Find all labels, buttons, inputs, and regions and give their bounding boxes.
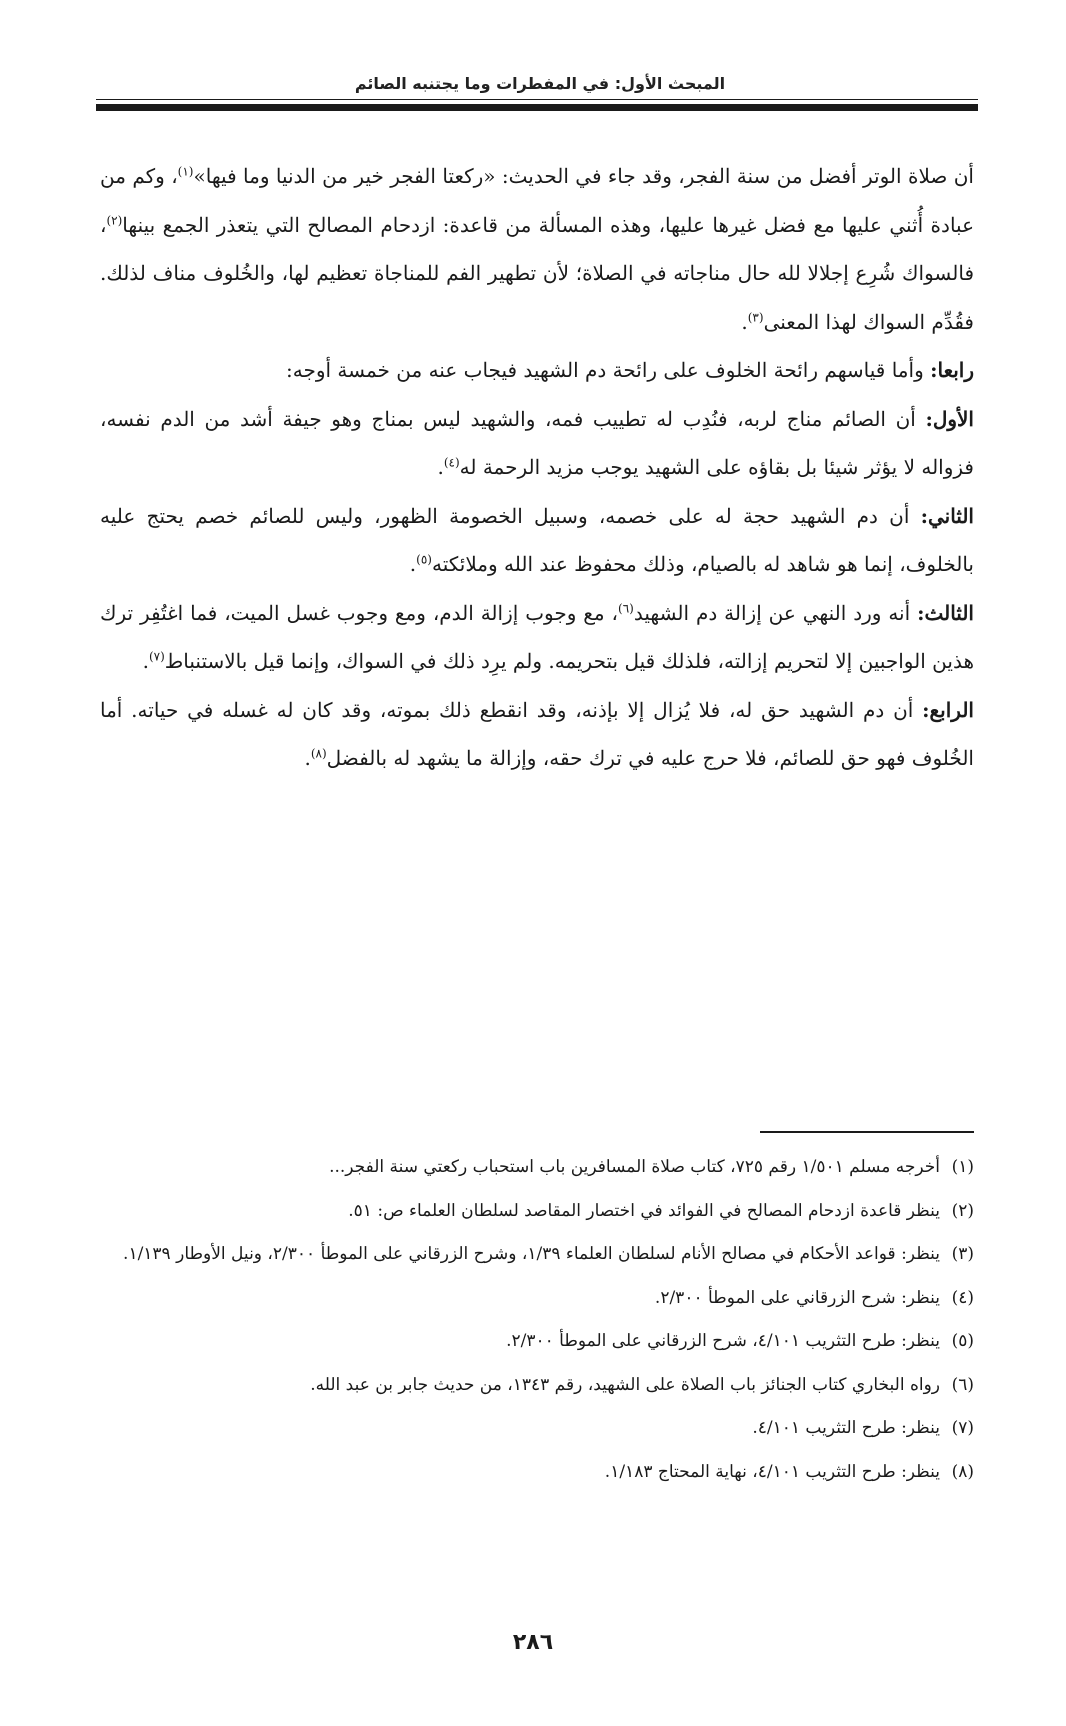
footnote-ref[interactable]: (٥) [416,552,432,567]
page-number: ٢٨٦ [512,1630,554,1655]
footnote-ref[interactable]: (٤) [443,455,460,470]
footnote-item: (٥) ينظر: طرح التثريب ٤/١٠١، شرح الزرقاني على الموطأ ٢/٣٠٠. [100,1320,974,1364]
footnote-ref[interactable]: (٦) [618,600,634,615]
footnote-item: (١) أخرجه مسلم ١/٥٠١ رقم ٧٢٥، كتاب صلاة المسافرين باب استحباب ركعتي سنة الفجر... [100,1146,974,1190]
paragraph-fourth-aspect: الرابع: أن دم الشهيد حق له، فلا يُزال إلا بإذنه، وقد انقطع ذلك بموته، وقد كان له غسله في حياته. أما الخُلوف فهو حق للصائم، فلا حرج عليه في ترك حقه، وإزالة ما يشهد له بالفضل$^{(٨)}$. [100,697,974,770]
footnote-item: (٢) ينظر قاعدة ازدحام المصالح في الفوائد في اختصار المقاصد لسلطان العلماء ص: ٥١. [100,1190,974,1234]
header-rule-thin [96,99,978,100]
paragraph-rabian: رابعا: وأما قياسهم رائحة الخلوف على رائحة دم الشهيد فيجاب عنه من خمسة أوجه: [286,358,974,382]
footnote-item: (٦) رواه البخاري كتاب الجنائز باب الصلاة على الشهيد، رقم ١٣٤٣، من حديث جابر بن عبد الله. [100,1364,974,1408]
footnote-number: (١) [951,1157,974,1177]
footnote-number: (٢) [951,1200,974,1221]
footnote-number: (٣) [951,1244,974,1264]
footnotes [100,1146,974,1494]
footnote-ref[interactable]: (١) [177,164,194,179]
footnote-item: (٨) ينظر: طرح التثريب ٤/١٠١، نهاية المحتاج ١/١٨٣. [100,1451,974,1495]
main-text [100,152,974,783]
footnote-number: (٧) [951,1418,974,1438]
running-header: المبحث الأول: في المفطرات وما يجتنبه الصائم [354,74,726,93]
footnote-item: (٣) ينظر: قواعد الأحكام في مصالح الأنام لسلطان العلماء ١/٣٩، وشرح الزرقاني على الموطأ ٢/٣٠٠، ونيل الأوطار ١/١٣٩. [100,1233,974,1277]
paragraph-second-aspect: الثاني: أن دم الشهيد حجة له على خصمه، وسبيل الخصومة الظهور، وليس للصائم خصم يحتج عليه بالخلوف، إنما هو شاهد له بالصيام، وذلك محفوظ عند الله وملائكته$^{(٥)}$. [100,503,974,576]
footnote-number: (٨) [951,1461,974,1482]
footnote-ref[interactable]: (٣) [747,309,764,324]
footnote-item: (٧) ينظر: طرح التثريب ٤/١٠١. [100,1407,974,1451]
footnote-ref[interactable]: (٧) [148,649,165,664]
footnote-number: (٥) [951,1331,974,1351]
footnote-separator [760,1131,974,1133]
paragraph-1: أن صلاة الوتر أفضل من سنة الفجر، وقد جاء في الحديث: «ركعتا الفجر خير من الدنيا وما فيها»$^{(١)}$، وكم من عبادة أُثني عليها مع فضل غيرها عليها، وهذه المسألة من قاعدة: ازدحام المصالح التي يتعذر الجمع بينها$^{(٢)}$، فالسواك شُرِع إجلالا لله حال مناجاته في الصلاة؛ لأن تطهير الفم للمناجاة تعظيم لها، والخُلوف مناف لذلك. فقُدِّم السواك لهذا المعنى$^{(٣)}$. [100,164,974,334]
footnote-ref[interactable]: (٢) [106,212,123,227]
section-term: الرابع: [922,697,974,722]
footnote-item: (٤) ينظر: شرح الزرقاني على الموطأ ٢/٣٠٠. [100,1277,974,1321]
section-term: الثاني: [920,503,974,528]
section-term: الثالث: [917,600,974,625]
header-rule-thick [96,104,978,111]
footnote-number: (٤) [951,1287,974,1308]
paragraph-first-aspect: الأول: أن الصائم مناج لربه، فنُدِب له تطييب فمه، والشهيد ليس بمناج وهو جيفة أشد من الدم نفسه، فزواله لا يؤثر شيئا بل بقاؤه على الشهيد يوجب مزيد الرحمة له$^{(٤)}$. [100,406,974,479]
paragraph-third-aspect: الثالث: أنه ورد النهي عن إزالة دم الشهيد$^{(٦)}$، مع وجوب إزالة الدم، ومع وجوب غسل الميت، فما اغتُفِر ترك هذين الواجبين إلا لتحريم إزالته، فلذلك قيل بتحريمه. ولم يرِد ذلك في السواك، وإنما قيل بالاستنباط$^{(٧)}$. [100,600,974,673]
footnote-number: (٦) [951,1374,974,1395]
section-term: الأول: [925,406,974,431]
section-term: رابعا: [930,358,974,382]
footnote-ref[interactable]: (٨) [310,746,327,761]
